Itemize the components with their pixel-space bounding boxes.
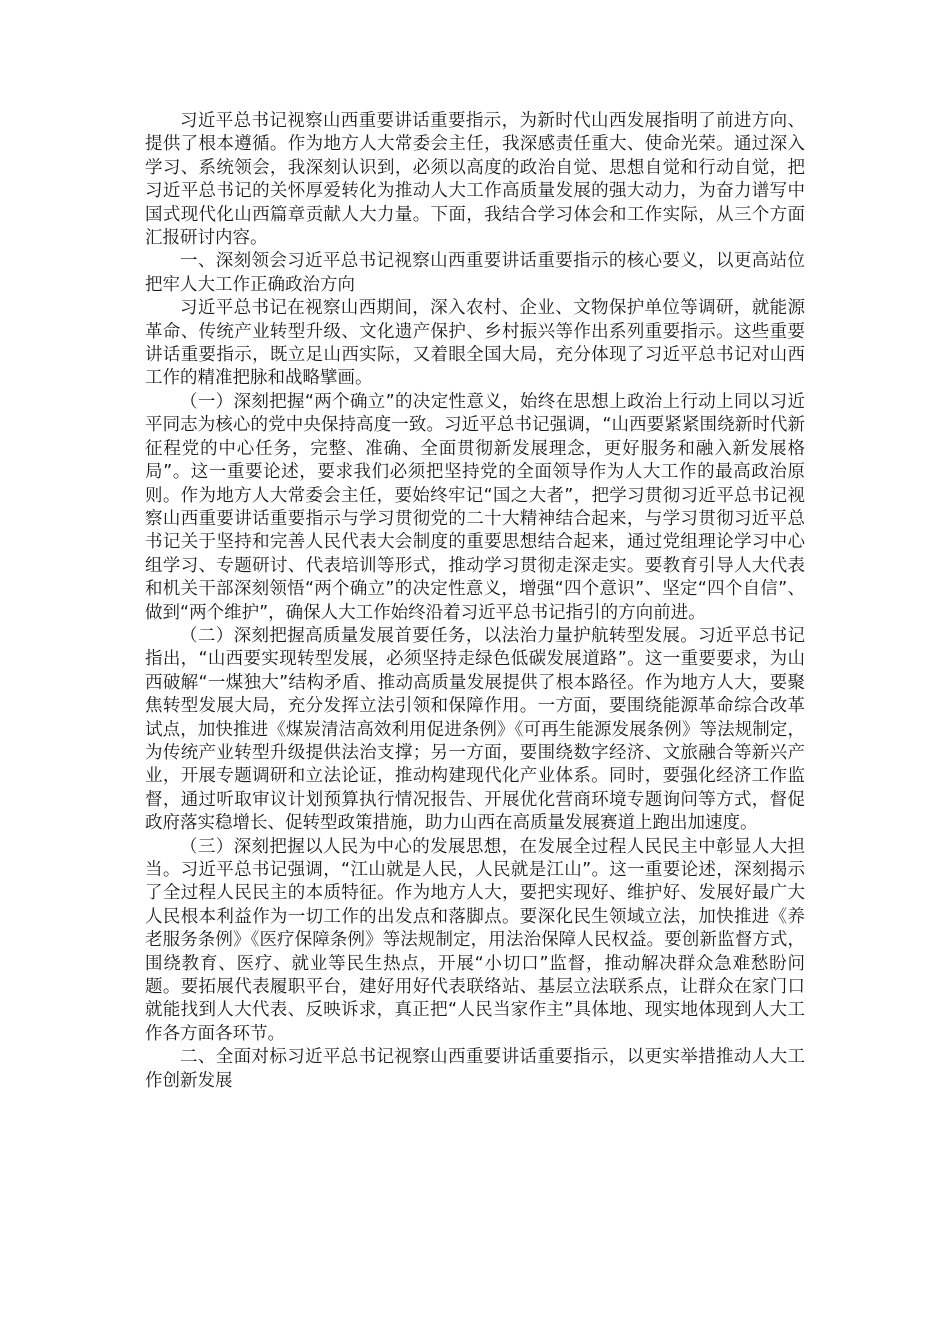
section-one-heading: 一、深刻领会习近平总书记视察山西重要讲话重要指示的核心要义，以更高站位把牢人大工作正确政治方向 (145, 251, 805, 295)
subsection-two-paragraph: （二）深刻把握高质量发展首要任务，以法治力量护航转型发展。习近平总书记指出，“山西要实现转型发展，必须坚持走绿色低碳发展道路”。这一重要要求，为山西破解“一煤独大”结构矛盾、推动高质量发展提供了根本路径。作为地方人大，要聚焦转型发展大局，充分发挥立法引领和保障作用。一方面，要围绕能源革命综合改革试点，加快推进《煤炭清洁高效利用促进条例》《可再生能源发展条例》等法规制定，为传统产业转型升级提供法治支撑；另一方面，要围绕数字经济、文旅融合等新兴产业，开展专题调研和立法论证，推动构建现代化产业体系。同时，要强化经济工作监督，通过听取审议计划预算执行情况报告、开展优化营商环境专题询问等方式，督促政府落实稳增长、促转型政策措施，助力山西在高质量发展赛道上跑出加速度。 (145, 625, 805, 834)
document-body (145, 110, 805, 1093)
section-two-heading: 二、全面对标习近平总书记视察山西重要讲话重要指示，以更实举措推动人大工作创新发展 (145, 1047, 805, 1091)
subsection-one-paragraph: （一）深刻把握“两个确立”的决定性意义，始终在思想上政治上行动上同以习近平同志为核心的党中央保持高度一致。习近平总书记强调，“山西要紧紧围绕新时代新征程党的中心任务，完整、准确、全面贯彻新发展理念，更好服务和融入新发展格局”。这一重要论述，要求我们必须把坚持党的全面领导作为人大工作的最高政治原则。作为地方人大常委会主任，要始终牢记“国之大者”，把学习贯彻习近平总书记视察山西重要讲话重要指示与学习贯彻党的二十大精神结合起来，与学习贯彻习近平总书记关于坚持和完善人民代表大会制度的重要思想结合起来，通过党组理论学习中心组学习、专题研讨、代表培训等形式，推动学习贯彻走深走实。要教育引导人大代表和机关干部深刻领悟“两个确立”的决定性意义，增强“四个意识”、坚定“四个自信”、做到“两个维护”，确保人大工作始终沿着习近平总书记指引的方向前进。 (145, 391, 805, 623)
intro-paragraph: 习近平总书记视察山西重要讲话重要指示，为新时代山西发展指明了前进方向、提供了根本遵循。作为地方人大常委会主任，我深感责任重大、使命光荣。通过深入学习、系统领会，我深刻认识到，必须以高度的政治自觉、思想自觉和行动自觉，把习近平总书记的关怀厚爱转化为推动人大工作高质量发展的强大动力，为奋力谱写中国式现代化山西篇章贡献人大力量。下面，我结合学习体会和工作实际，从三个方面汇报研讨内容。 (145, 111, 805, 249)
section-one-paragraph: 习近平总书记在视察山西期间，深入农村、企业、文物保护单位等调研，就能源革命、传统产业转型升级、文化遗产保护、乡村振兴等作出系列重要指示。这些重要讲话重要指示，既立足山西实际，又着眼全国大局，充分体现了习近平总书记对山西工作的精准把脉和战略擘画。 (145, 298, 805, 389)
subsection-three-paragraph: （三）深刻把握以人民为中心的发展思想，在发展全过程人民民主中彰显人大担当。习近平总书记强调，“江山就是人民，人民就是江山”。这一重要论述，深刻揭示了全过程人民民主的本质特征。作为地方人大，要把实现好、维护好、发展好最广大人民根本利益作为一切工作的出发点和落脚点。要深化民生领域立法，加快推进《养老服务条例》《医疗保障条例》等法规制定，用法治保障人民权益。要创新监督方式，围绕教育、医疗、就业等民生热点，开展“小切口”监督，推动解决群众急难愁盼问题。要拓展代表履职平台，建好用好代表联络站、基层立法联系点，让群众在家门口就能找到人大代表、反映诉求，真正把“人民当家作主”具体地、现实地体现到人大工作各方面各环节。 (145, 836, 805, 1044)
